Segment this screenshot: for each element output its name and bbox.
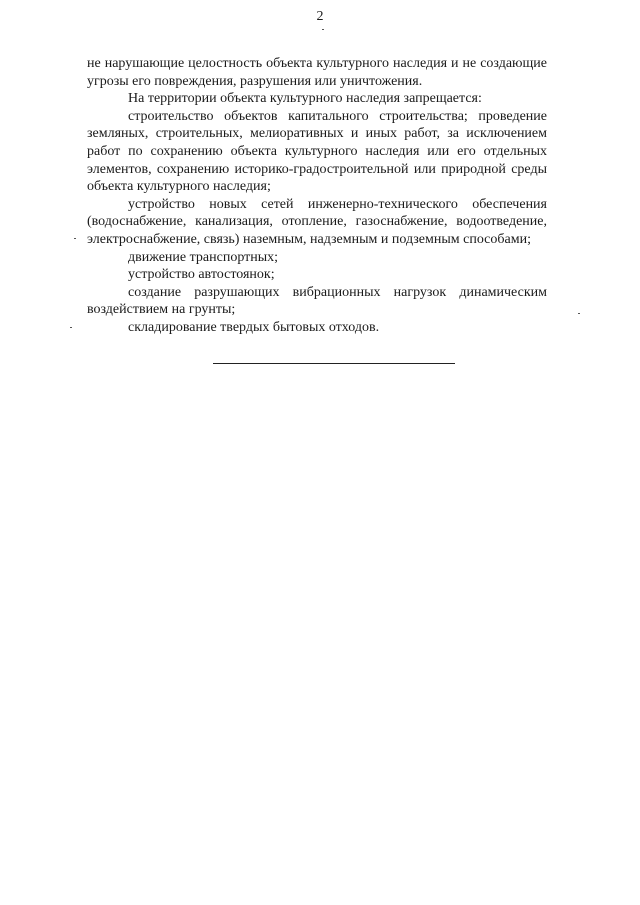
page-number: 2 <box>316 9 324 24</box>
paragraph: складирование твердых бытовых отходов. <box>128 319 380 335</box>
paragraph: создание разрушающих вибрационных нагрузок динамическим воздействием на грунты; <box>87 284 547 318</box>
paragraph: На территории объекта культурного наследия запрещается: <box>128 91 482 107</box>
paragraph: не нарушающие целостность объекта культурного наследия и не создающие угрозы его повреждения, разрушения или уничтожения. <box>87 56 547 89</box>
end-of-text-rule <box>213 363 455 364</box>
paragraph: движение транспортных; <box>128 249 279 265</box>
scan-speck <box>322 29 324 30</box>
paragraph: устройство автостоянок; <box>128 267 275 283</box>
scan-speck <box>74 238 76 239</box>
scan-speck <box>70 327 72 328</box>
scan-speck <box>578 313 580 314</box>
paragraph: строительство объектов капитального строительства; проведение земляных, строительных, мелиоративных и иных работ, за исключением работ по сохранению объекта культурного наследия или его отдельных элементов, сохранению историко-градостроительной или природной среды объекта культурного наследия; <box>87 108 547 195</box>
document-body <box>87 55 547 337</box>
paragraph: устройство новых сетей инженерно-технического обеспечения (водоснабжение, канализация, отопление, газоснабжение, водоотведение, электроснабжение, связь) наземным, надземным и подземным способами; <box>87 196 547 247</box>
